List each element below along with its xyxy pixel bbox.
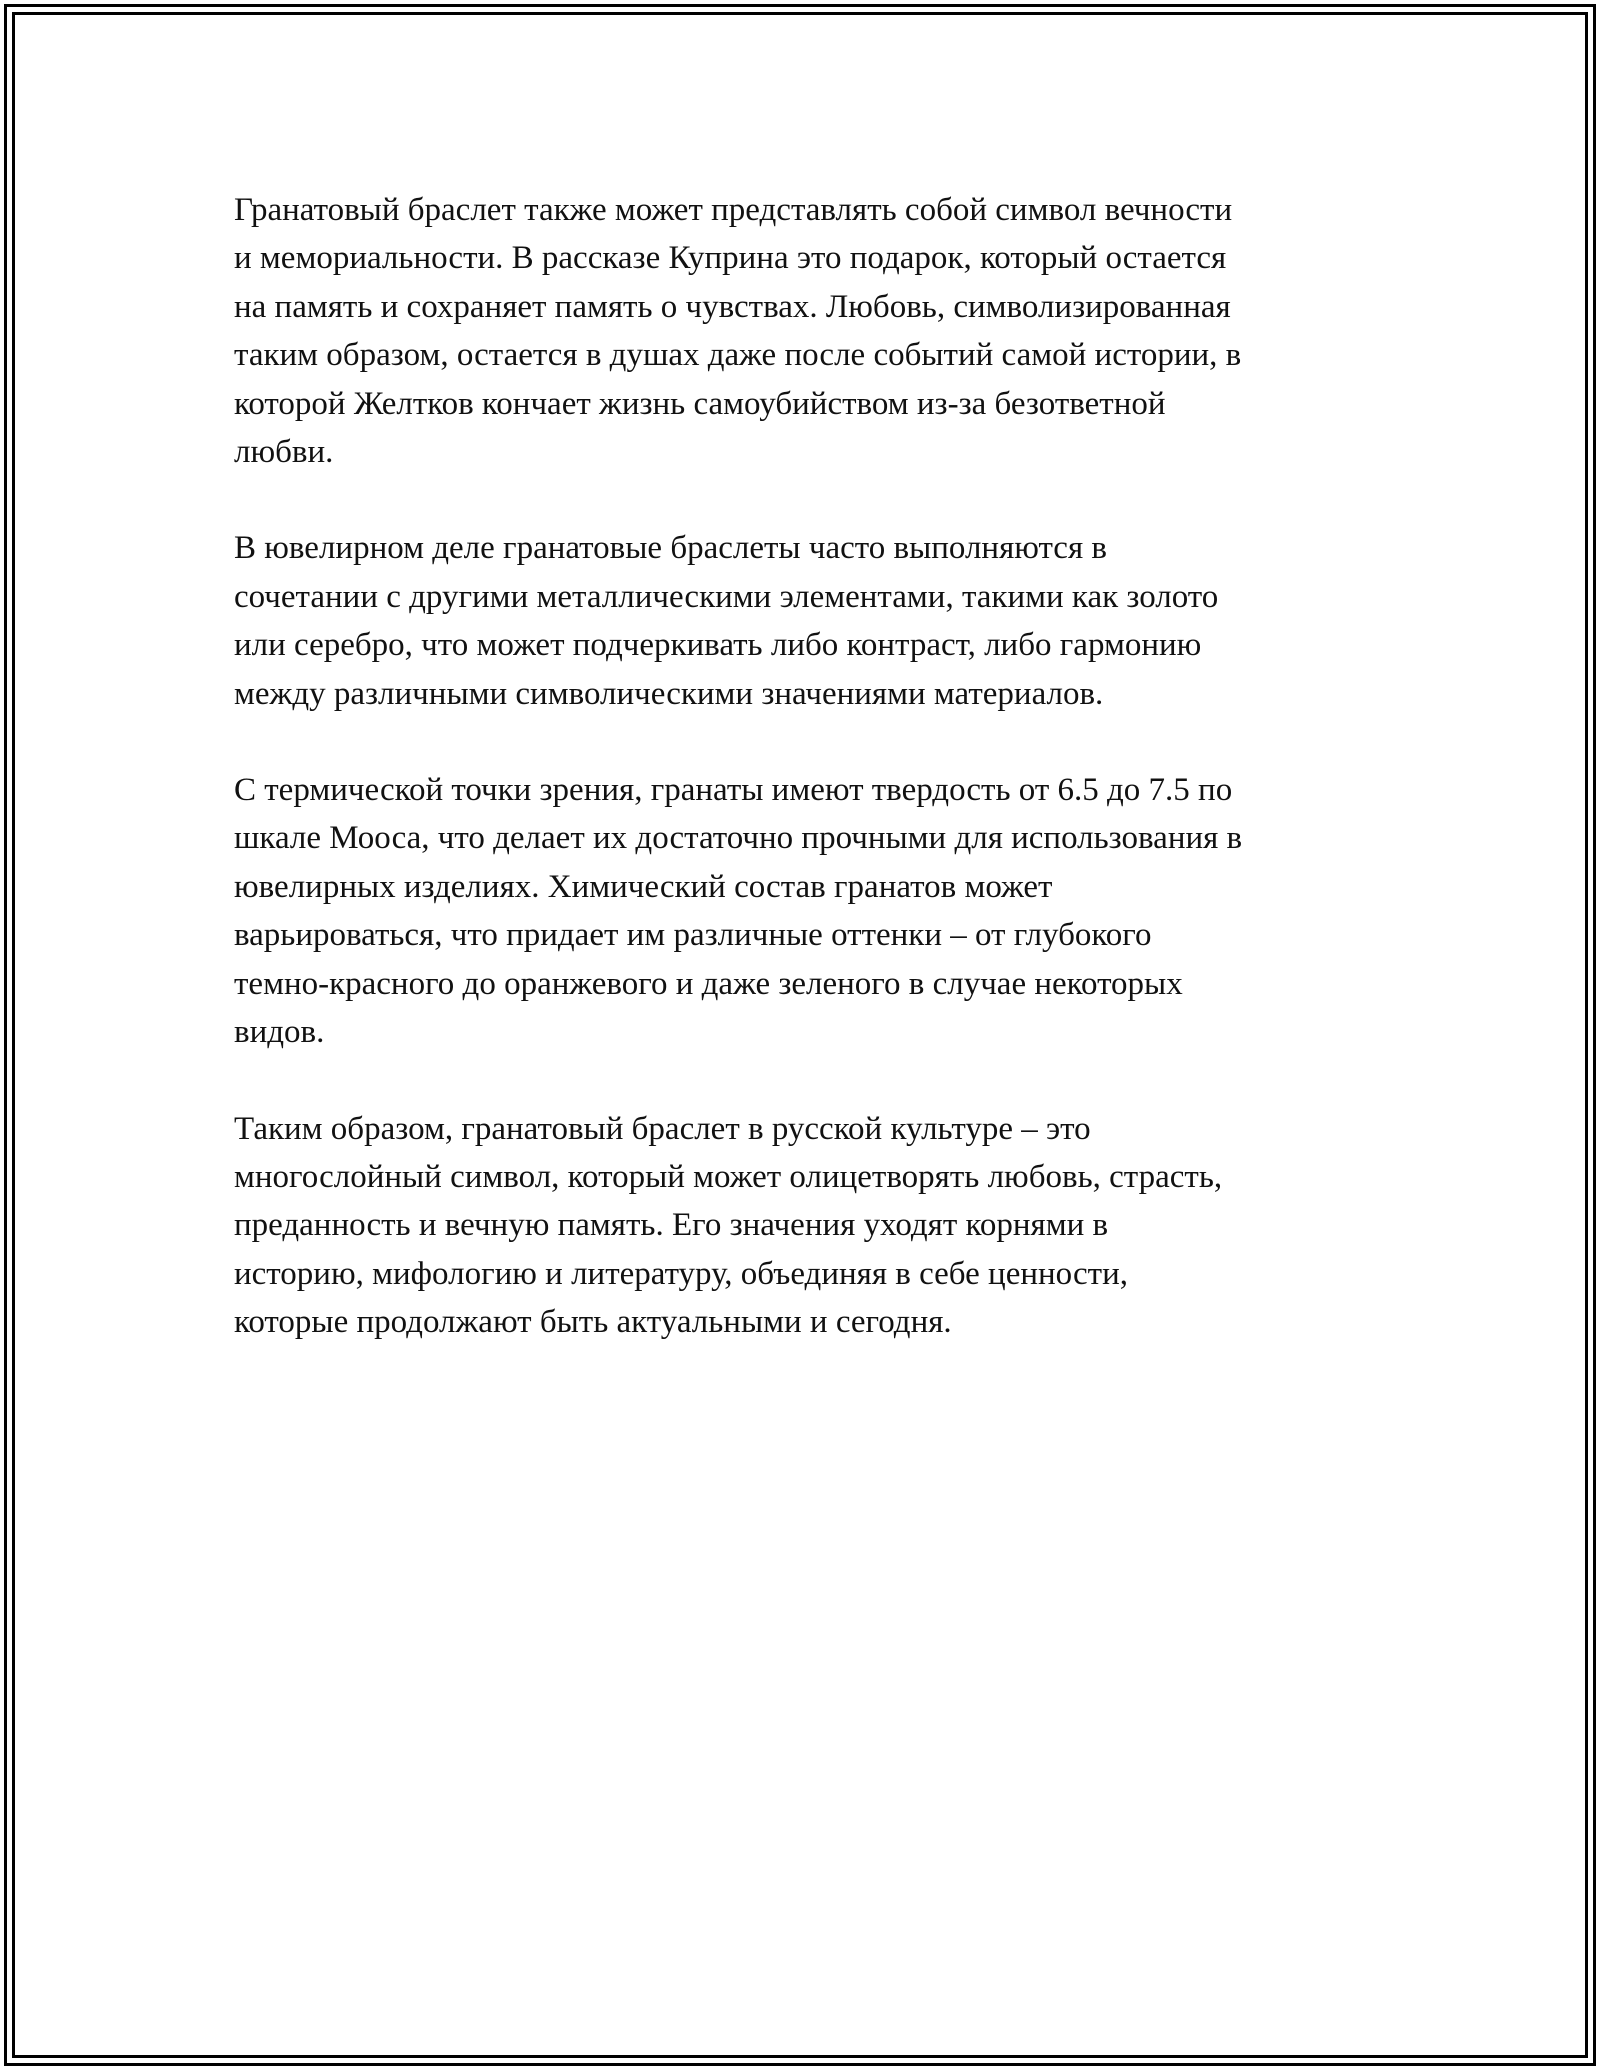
- paragraph-conclusion: Таким образом, гранатовый браслет в русской культуре – это многослойный символ, который может олицетворять любовь, страсть, преданность и вечную память. Его значения уходят корнями в историю, мифологию и литературу, объединяя в себе ценности, которые продолжают быть актуальными и сегодня.: [234, 1110, 1223, 1341]
- document-body: [234, 186, 1384, 1395]
- paragraph-jewelry-metals: В ювелирном деле гранатовые браслеты часто выполняются в сочетании с другими металлическими элементами, такими как золото или серебро, что может подчеркивать либо контраст, либо гармонию между различными символическими значениями материалов.: [234, 530, 1219, 712]
- paragraph-eternity-symbol: Гранатовый браслет также может представлять собой символ вечности и мемориальности. В рассказе Куприна это подарок, который остается на память и сохраняет память о чувствах. Любовь, символизированная таким образом, остается в душах даже после событий самой истории, в которой Желтков кончает жизнь самоубийством из-за безответной любви.: [234, 192, 1242, 471]
- paragraph-garnet-hardness: С термической точки зрения, гранаты имеют твердость от 6.5 до 7.5 по шкале Мооса, что делает их достаточно прочными для использования в ювелирных изделиях. Химический состав гранатов может варьироваться, что придает им различные оттенки – от глубокого темно-красного до оранжевого и даже зеленого в случае некоторых видов.: [234, 772, 1243, 1051]
